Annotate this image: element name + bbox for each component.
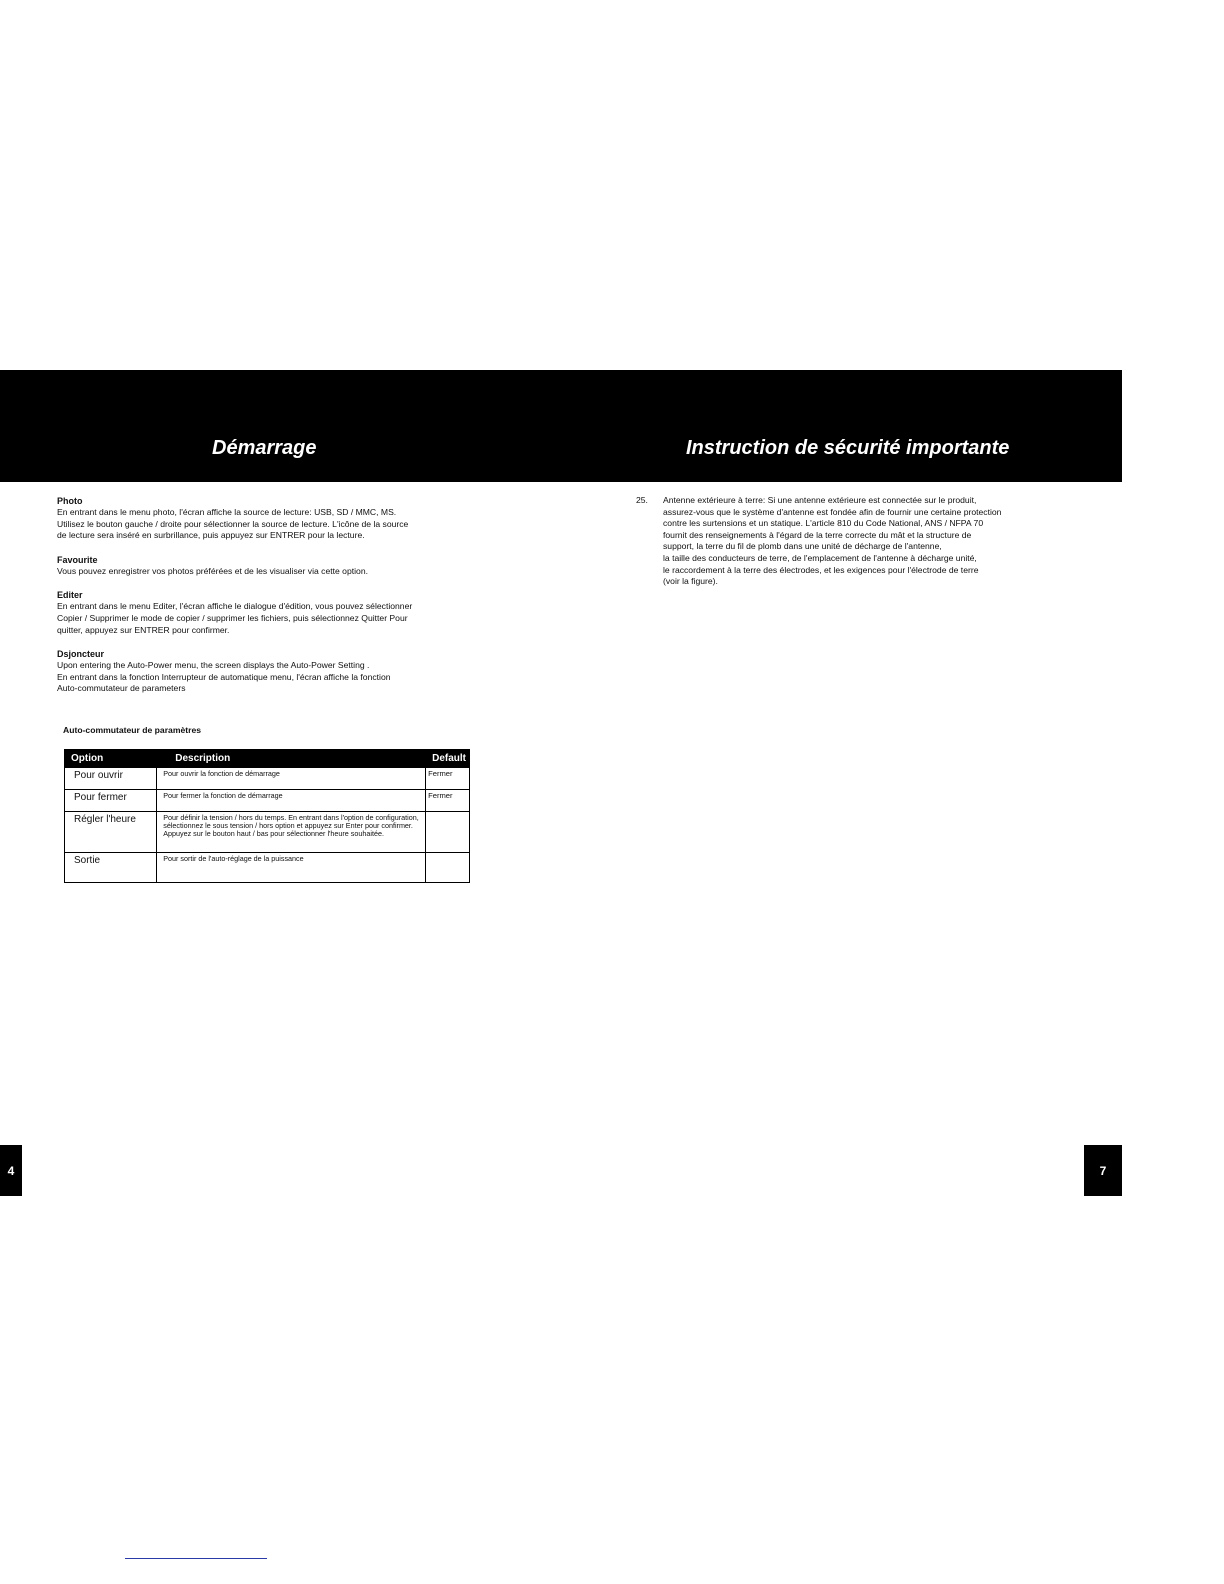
item-line: assurez-vous que le système d'antenne est fondée afin de fournir une certaine protection — [663, 506, 1002, 517]
table-header-row — [65, 750, 470, 768]
section-line: En entrant dans le menu Editer, l'écran affiche le dialogue d'édition, vous pouvez sélectionner — [57, 601, 413, 612]
left-column — [57, 495, 477, 707]
auto-power-settings-table — [64, 749, 470, 883]
page-number-right: 7 — [1084, 1145, 1122, 1196]
item-line: (voir la figure). — [663, 576, 718, 587]
section-heading: Editer — [57, 590, 83, 601]
section-line: Auto-commutateur de parameters — [57, 683, 186, 694]
default-cell — [426, 853, 470, 883]
column-header-option: Option — [65, 750, 157, 768]
item-line: contre les surtensions et un statique. L'article 810 du Code National, ANS / NFPA 70 — [663, 518, 984, 529]
safety-item-text — [663, 495, 1066, 588]
default-cell: Fermer — [426, 768, 470, 790]
default-cell — [426, 812, 470, 853]
description-cell: Pour fermer la fonction de démarrage — [157, 790, 426, 812]
section-heading: Favourite — [57, 554, 98, 565]
item-line: fournit des renseignements à l'égard de la terre correcte du mât et la structure de — [663, 529, 972, 540]
option-cell: Pour ouvrir — [65, 768, 157, 790]
column-header-default: Default — [426, 750, 470, 768]
footnote-rule — [125, 1558, 267, 1559]
section-line: En entrant dans le menu photo, l'écran affiche la source de lecture: USB, SD / MMC, MS. — [57, 507, 397, 517]
section-line: quitter, appuyez sur ENTRER pour confirmer. — [57, 624, 230, 635]
item-line: support, la terre du fil de plomb dans une unité de décharge de l'antenne, — [663, 541, 942, 552]
header-band — [0, 370, 1122, 482]
section-disjoncteur — [57, 648, 477, 695]
section-favourite — [57, 554, 477, 578]
item-line: le raccordement à la terre des électrodes, et les exigences pour l'électrode de terre — [663, 564, 979, 575]
table-row — [65, 812, 470, 853]
section-line: Copier / Supprimer le mode de copier / supprimer les fichiers, puis sélectionnez Quitter Pour — [57, 612, 408, 623]
column-header-description: Description — [157, 750, 426, 768]
page-number-left: 4 — [0, 1145, 22, 1196]
table-row — [65, 768, 470, 790]
section-line: En entrant dans la fonction Interrupteur de automatique menu, l'écran affiche la fonction — [57, 671, 391, 682]
section-line: de lecture sera inséré en surbrillance, puis appuyez sur ENTRER pour la lecture. — [57, 530, 365, 541]
option-cell: Pour fermer — [65, 790, 157, 812]
table-title: Auto-commutateur de paramètres — [63, 725, 202, 735]
table-row — [65, 853, 470, 883]
section-line: Vous pouvez enregistrer vos photos préférées et de les visualiser via cette option. — [57, 565, 368, 576]
section-line: Upon entering the Auto-Power menu, the screen displays the Auto-Power Setting . — [57, 660, 370, 671]
description-cell: Pour ouvrir la fonction de démarrage — [157, 768, 426, 790]
default-cell: Fermer — [426, 790, 470, 812]
section-heading: Dsjoncteur — [57, 649, 105, 660]
left-page-title: Démarrage — [212, 437, 317, 459]
right-column — [636, 495, 1066, 588]
description-cell: Pour sortir de l'auto-réglage de la puissance — [157, 853, 426, 883]
option-cell: Régler l'heure — [65, 812, 157, 853]
item-line: la taille des conducteurs de terre, de l'emplacement de l'antenne à décharge unité, — [663, 552, 977, 563]
item-number: 25. — [636, 495, 648, 505]
description-cell: Pour définir la tension / hors du temps. En entrant dans l'option de configuration, sélectionnez le sous tension / hors option et appuyez sur Enter pour confirmer. Appuyez sur le bouton haut / bas pour sélectionner l'heure souhaitée. — [157, 812, 426, 853]
section-photo — [57, 495, 477, 542]
section-editer — [57, 589, 477, 636]
section-line: Utilisez le bouton gauche / droite pour sélectionner la source de lecture. L'icône de la source — [57, 518, 409, 529]
right-page-title: Instruction de sécurité importante — [686, 437, 1010, 459]
table-row — [65, 790, 470, 812]
option-cell: Sortie — [65, 853, 157, 883]
item-line: Antenne extérieure à terre: Si une antenne extérieure est connectée sur le produit, — [663, 495, 977, 505]
section-heading: Photo — [57, 496, 83, 506]
